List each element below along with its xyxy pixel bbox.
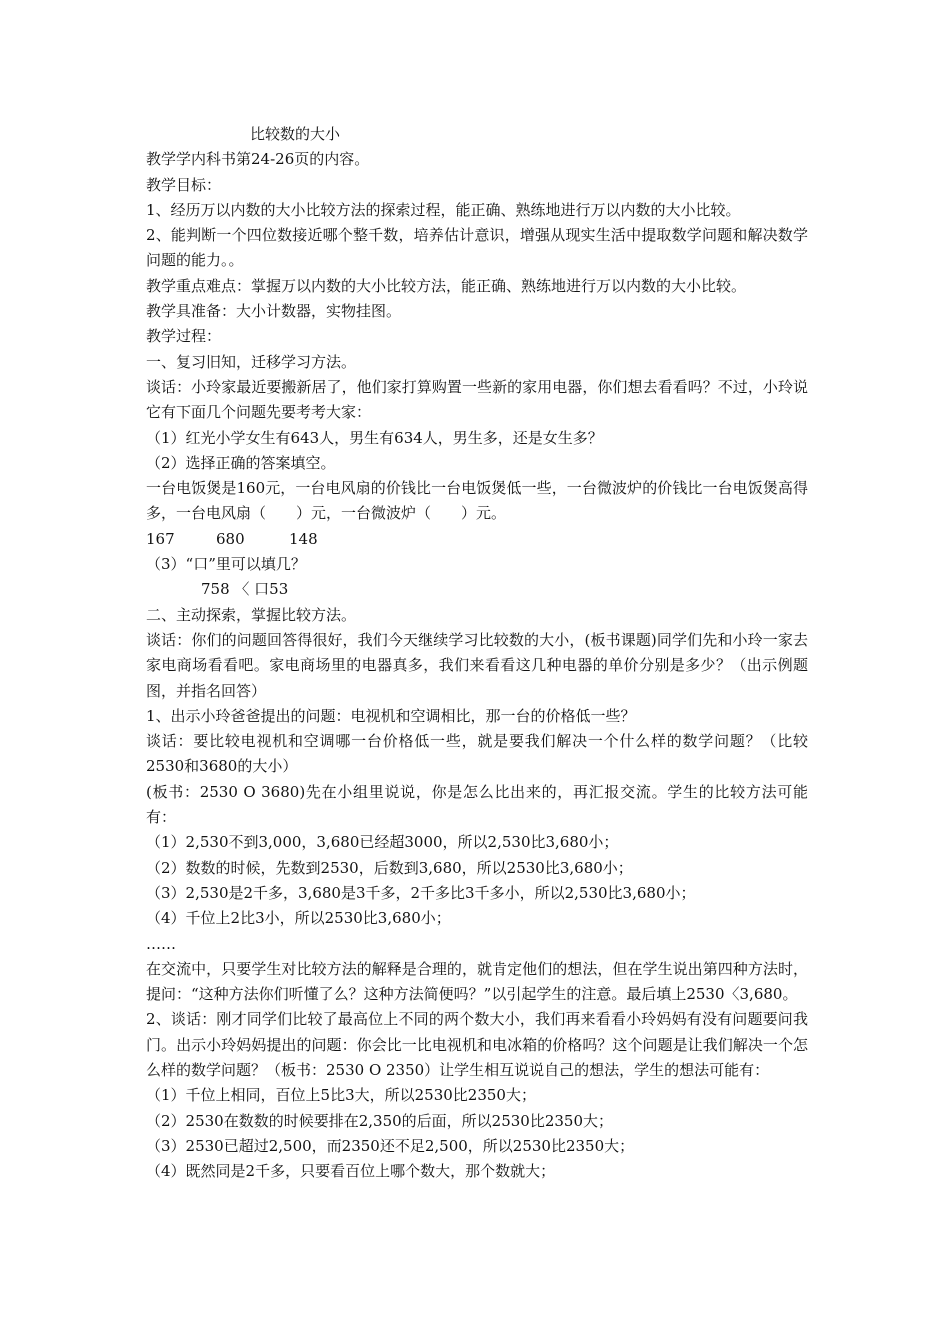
question-2-text: 一台电饭煲是160元，一台电风扇的价钱比一台电饭煲低一些，一台微波炉的价钱比一台电饭煲高得多，一台电风扇（ ）元，一台微波炉（ ）元。 bbox=[146, 479, 808, 523]
option-2: 680 bbox=[216, 529, 245, 548]
question-3-expression: 758 〈 口53 bbox=[201, 580, 289, 599]
document-title: 比较数的大小 bbox=[250, 125, 341, 143]
idea-2: （2）2530在数数的时候要排在2,350的后面，所以2530比2350大； bbox=[146, 1111, 614, 1130]
talk-1: 谈话：小玲家最近要搬新居了，他们家打算购置一些新的家用电器，你们想去看看吗？不过，小玲说它有下面几个问题先要考考大家： bbox=[146, 377, 808, 422]
talk-3: 谈话：要比较电视机和空调哪一台价格低一些，就是要我们解决一个什么样的数学问题？（比较2530和3680的大小） bbox=[146, 732, 808, 776]
board-note-1: (板书：2530 O 3680)先在小组里说说，你是怎么比出来的，再汇报交流。学生的比较方法可能有： bbox=[146, 782, 808, 827]
talk-4: 2、谈话：刚才同学们比较了最高位上不同的两个数大小，我们再来看看小玲妈妈有没有问题要问我门。出示小玲妈妈提出的问题：你会比一比电视机和电冰箱的价格吗？这个问题是让我们解决一个怎么样的数学问题？（板书：2530 O 2350）让学生相互说说自己的想法，学生的想法可能有： bbox=[146, 1010, 808, 1079]
option-1: 167 bbox=[146, 529, 175, 548]
goal-2: 2、能判断一个四位数接近哪个整千数，培养估计意识，增强从现实生活中提取数学问题和解决数学问题的能力。。 bbox=[146, 226, 808, 270]
question-2: （2）选择正确的答案填空。 bbox=[146, 453, 336, 472]
section-1-heading: 一、复习旧知，迁移学习方法。 bbox=[146, 352, 357, 371]
idea-4: （4）既然同是2千多，只要看百位上哪个数大，那个数就大； bbox=[146, 1162, 556, 1181]
method-1: （1）2,530不到3,000，3,680已经超3000，所以2,530比3,680小； bbox=[146, 833, 619, 852]
idea-1: （1）千位上相同，百位上5比3大，所以2530比2350大； bbox=[146, 1086, 536, 1105]
process-heading: 教学过程： bbox=[146, 327, 222, 346]
ellipsis: …… bbox=[146, 934, 176, 953]
question-3: （3）“口”里可以填几？ bbox=[146, 555, 306, 574]
problem-1: 1、出示小玲爸爸提出的问题：电视机和空调相比，那一台的价格低一些？ bbox=[146, 706, 636, 725]
section-2-heading: 二、主动探索，掌握比较方法。 bbox=[146, 605, 357, 624]
document-page bbox=[146, 122, 808, 1184]
question-1: （1）红光小学女生有643人，男生有634人，男生多，还是女生多？ bbox=[146, 428, 603, 447]
method-4: （4）千位上2比3小，所以2530比3,680小； bbox=[146, 909, 451, 928]
option-3: 148 bbox=[289, 529, 318, 548]
content-line: 教学学内科书第24-26页的内容。 bbox=[146, 150, 370, 169]
key-points: 教学重点难点：掌握万以内数的大小比较方法，能正确、熟练地进行万以内数的大小比较。 bbox=[146, 276, 747, 295]
method-3: （3）2,530是2千多，3,680是3千多，2千多比3千多小，所以2,530比3,680小； bbox=[146, 883, 696, 902]
talk-2: 谈话：你们的问题回答得很好，我们今天继续学习比较数的大小，(板书课题)同学们先和小玲一家去家电商场看看吧。家电商场里的电器真多，我们来看看这几种电器的单价分别是多少？（出示例题图，并指名回答） bbox=[146, 630, 808, 700]
answer-options bbox=[146, 527, 808, 552]
goal-1: 1、经历万以内数的大小比较方法的探索过程，能正确、熟练地进行万以内数的大小比较。 bbox=[146, 200, 741, 219]
exchange-paragraph: 在交流中，只要学生对比较方法的解释是合理的，就肯定他们的想法，但在学生说出第四种方法时，提问：“这种方法你们听懂了么？这种方法简便吗？”以引起学生的注意。最后填上2530〈3,680。 bbox=[146, 959, 808, 1004]
idea-3: （3）2530已超过2,500，而2350还不足2,500，所以2530比2350大； bbox=[146, 1136, 635, 1155]
teaching-aids: 教学具准备：大小计数器，实物挂图。 bbox=[146, 302, 402, 321]
method-2: （2）数数的时候，先数到2530，后数到3,680，所以2530比3,680小； bbox=[146, 858, 633, 877]
goals-heading: 教学目标： bbox=[146, 175, 222, 194]
